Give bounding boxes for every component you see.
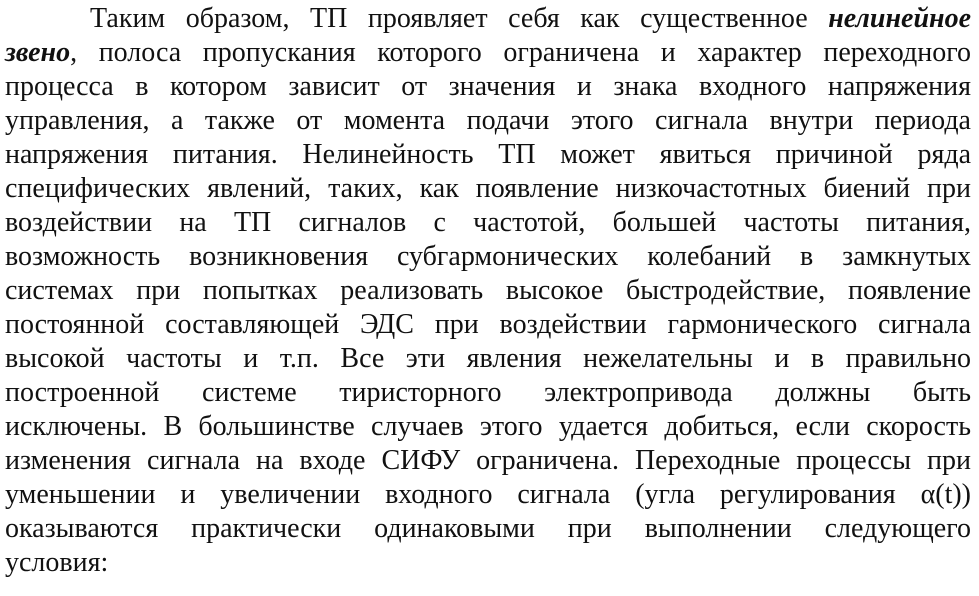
- text-line: [5, 512, 971, 546]
- text-line: [5, 410, 971, 444]
- text-run: напряжения питания. Нелинейность ТП может явиться причиной ряда: [5, 139, 971, 170]
- text-line: [5, 138, 971, 172]
- text-line: [5, 36, 971, 70]
- text-run: Таким образом, ТП проявляет себя как существенное: [90, 3, 829, 34]
- emphasis-text: звено: [5, 37, 71, 68]
- text-line: [5, 206, 971, 240]
- text-line: [5, 274, 971, 308]
- text-line: [5, 240, 971, 274]
- text-run: процесса в котором зависит от значения и знака входного напряжения: [5, 71, 971, 102]
- emphasis-text: нелинейное: [828, 3, 971, 34]
- text-run: исключены. В большинстве случаев этого удается добиться, если скорость: [5, 411, 971, 442]
- text-run: управления, а также от момента подачи этого сигнала внутри периода: [5, 105, 971, 136]
- text-line: [90, 2, 971, 36]
- text-line: [5, 104, 971, 138]
- text-run: воздействии на ТП сигналов с частотой, большей частоты питания,: [5, 207, 971, 238]
- text-run: специфических явлений, таких, как появление низкочастотных биений при: [5, 173, 971, 204]
- text-run: условия:: [5, 547, 109, 578]
- text-line: [5, 546, 971, 580]
- text-run: оказываются практически одинаковыми при выполнении следующего: [5, 513, 971, 544]
- text-run: системах при попытках реализовать высокое быстродействие, появление: [5, 275, 971, 306]
- text-line: [5, 444, 971, 478]
- text-run: , полоса пропускания которого ограничена и характер переходного: [70, 37, 971, 68]
- text-run: возможность возникновения субгармонических колебаний в замкнутых: [5, 241, 971, 272]
- text-run: высокой частоты и т.п. Все эти явления нежелательны и в правильно: [5, 343, 971, 374]
- text-run: постоянной составляющей ЭДС при воздействии гармонического сигнала: [5, 309, 971, 340]
- text-line: [5, 376, 971, 410]
- text-line: [5, 308, 971, 342]
- text-line: [5, 172, 971, 206]
- text-line: [5, 478, 971, 512]
- text-line: [5, 70, 971, 104]
- text-run: уменьшении и увеличении входного сигнала (угла регулирования α(t)): [5, 479, 971, 510]
- text-run: построенной системе тиристорного электропривода должны быть: [5, 377, 971, 408]
- text-run: изменения сигнала на входе СИФУ ограничена. Переходные процессы при: [5, 445, 971, 476]
- text-line: [5, 342, 971, 376]
